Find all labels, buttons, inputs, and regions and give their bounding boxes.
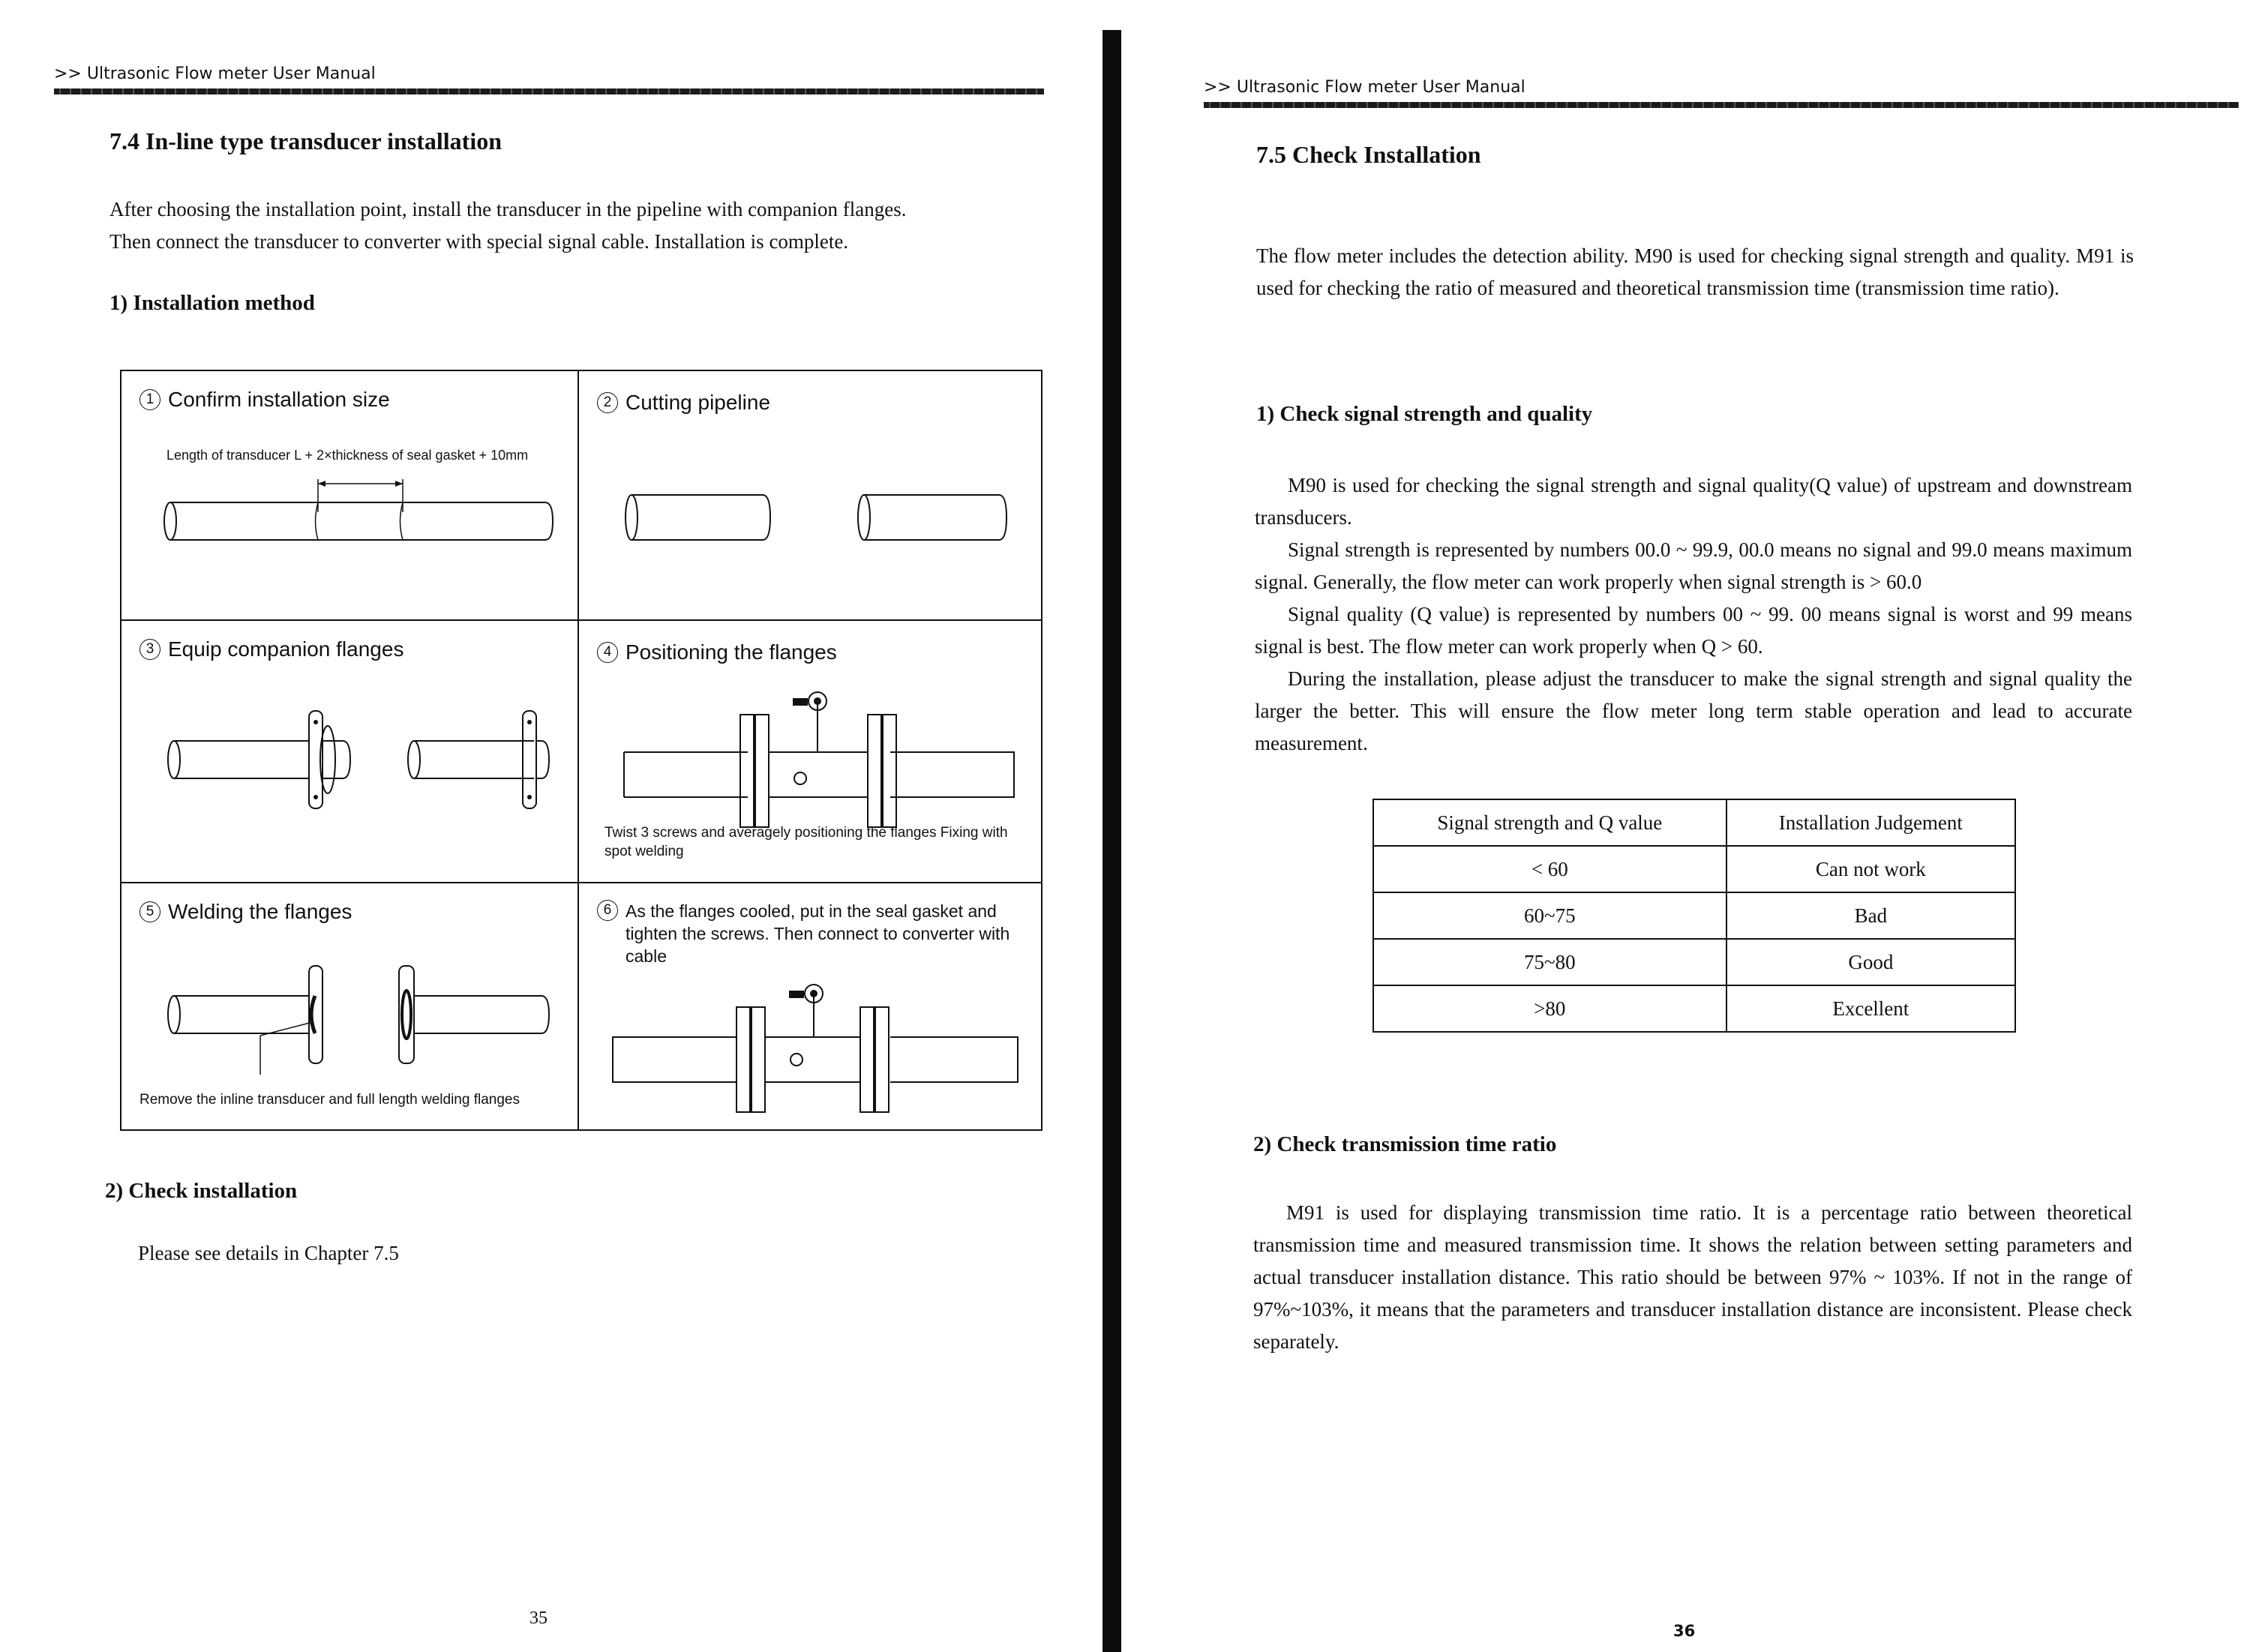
step-number-icon: 3 <box>140 639 160 660</box>
installation-steps-grid <box>120 370 1042 1131</box>
step-4-title: 4 Positioning the flanges <box>597 640 837 664</box>
paragraph-signal-strength: Signal strength is represented by numbers 00.0 ~ 99.9, 00.0 means no signal and 99.0 means maximum signal. Generally, the flow meter can work properly when signal strength is > 60.0 <box>1255 538 2132 593</box>
intro-line-1: After choosing the installation point, install the transducer in the pipeline with companion flanges. <box>110 198 907 220</box>
table-row <box>1373 985 2015 1032</box>
companion-flanges-illustration <box>166 700 556 820</box>
paragraph-transmission-ratio: M91 is used for displaying transmission time ratio. It is a percentage ratio between theoretical transmission time and measured transmission time. It shows the relation between setting parameters and actual transducer installation distance. This ratio should be between 97% ~ 103%. If not in the range of 97%~103%, it means that the parameters and transducer installation distance are inconsistent. Please check separately. <box>1253 1201 2132 1353</box>
step-number-icon: 5 <box>140 901 160 922</box>
assembled-transducer-illustration <box>613 985 1018 1112</box>
welding-flanges-illustration <box>166 955 556 1078</box>
paragraph-installation-adjust: During the installation, please adjust the transducer to make the signal strength and signal quality the larger the better. This will ensure the flow meter long term stable operation and lead to accurate measurement. <box>1255 667 2132 754</box>
page-number: 36 <box>1673 1622 1696 1640</box>
table-cell: < 60 <box>1373 846 1726 892</box>
subsection-installation-method: 1) Installation method <box>110 291 315 315</box>
step-4-caption: Twist 3 screws and averagely positioning the flanges Fixing with spot welding <box>604 825 1008 859</box>
table-row <box>1373 892 2015 939</box>
subsection-transmission-ratio: 2) Check transmission time ratio <box>1253 1132 1557 1156</box>
step-number-icon: 1 <box>140 389 160 410</box>
subsection-signal-strength: 1) Check signal strength and quality <box>1256 402 1593 426</box>
step-1-cell <box>120 370 579 621</box>
intro-paragraph: The flow meter includes the detection ability. M90 is used for checking signal strength and quality. M91 is used for checking the ratio of measured and theoretical transmission time (transmission time ratio). <box>1256 244 2134 299</box>
table-row <box>1373 846 2015 892</box>
step-number-icon: 6 <box>597 900 618 921</box>
step-number-icon: 4 <box>597 642 618 663</box>
step-6-title: 6 As the flanges cooled, put in the seal gasket and tighten the screws. Then connect to converter with cable <box>597 900 1024 967</box>
cut-pipe-illustration <box>624 491 1014 544</box>
table-cell: Can not work <box>1726 846 2015 892</box>
step-5-cell <box>120 882 579 1131</box>
step-5-title: 5 Welding the flanges <box>140 900 352 924</box>
table-header-cell: Signal strength and Q value <box>1373 799 1726 846</box>
table-header-cell: Installation Judgement <box>1726 799 2015 846</box>
step-5-caption: Remove the inline transducer and full length welding flanges <box>140 1092 520 1108</box>
step-2-title: 2 Cutting pipeline <box>597 391 770 415</box>
positioning-flanges-illustration <box>624 692 1014 820</box>
step-3-cell <box>120 619 579 883</box>
header-rule <box>54 88 1044 94</box>
intro-line-2: Then connect the transducer to converter with special signal cable. Installation is complete. <box>110 230 849 253</box>
table-header-row <box>1373 799 2015 846</box>
measured-pipe-illustration <box>163 469 553 544</box>
section-title: 7.5 Check Installation <box>1256 141 1481 168</box>
section-title: 7.4 In-line type transducer installation <box>110 127 502 154</box>
table-cell: >80 <box>1373 985 1726 1032</box>
book-spine <box>1102 30 1121 1652</box>
subsection-check-installation: 2) Check installation <box>105 1179 298 1203</box>
judgement-table <box>1372 799 2016 1033</box>
table-cell: Bad <box>1726 892 2015 939</box>
table-cell: 75~80 <box>1373 939 1726 985</box>
step-1-caption: Length of transducer L + 2×thickness of seal gasket + 10mm <box>166 448 529 463</box>
check-installation-text: Please see details in Chapter 7.5 <box>138 1242 399 1264</box>
table-cell: Excellent <box>1726 985 2015 1032</box>
page-number: 35 <box>530 1609 548 1628</box>
step-4-cell <box>578 619 1042 883</box>
page-header: >> Ultrasonic Flow meter User Manual <box>1204 78 1526 97</box>
table-row <box>1373 939 2015 985</box>
step-6-cell <box>578 882 1042 1131</box>
table-cell: Good <box>1726 939 2015 985</box>
step-3-title: 3 Equip companion flanges <box>140 637 404 661</box>
paragraph-m90: M90 is used for checking the signal strength and signal quality(Q value) of upstream and downstream transducers. <box>1255 474 2132 529</box>
step-2-cell <box>578 370 1042 621</box>
step-number-icon: 2 <box>597 392 618 413</box>
right-page <box>1121 0 2247 1652</box>
paragraph-signal-quality: Signal quality (Q value) is represented by numbers 00 ~ 99. 00 means signal is worst and 99 means signal is best. The flow meter can work properly when Q > 60. <box>1255 603 2132 658</box>
left-page <box>0 0 1102 1652</box>
table-cell: 60~75 <box>1373 892 1726 939</box>
page-header: >> Ultrasonic Flow meter User Manual <box>54 64 376 83</box>
step-1-title: 1 Confirm installation size <box>140 388 390 412</box>
header-rule <box>1204 102 2239 108</box>
